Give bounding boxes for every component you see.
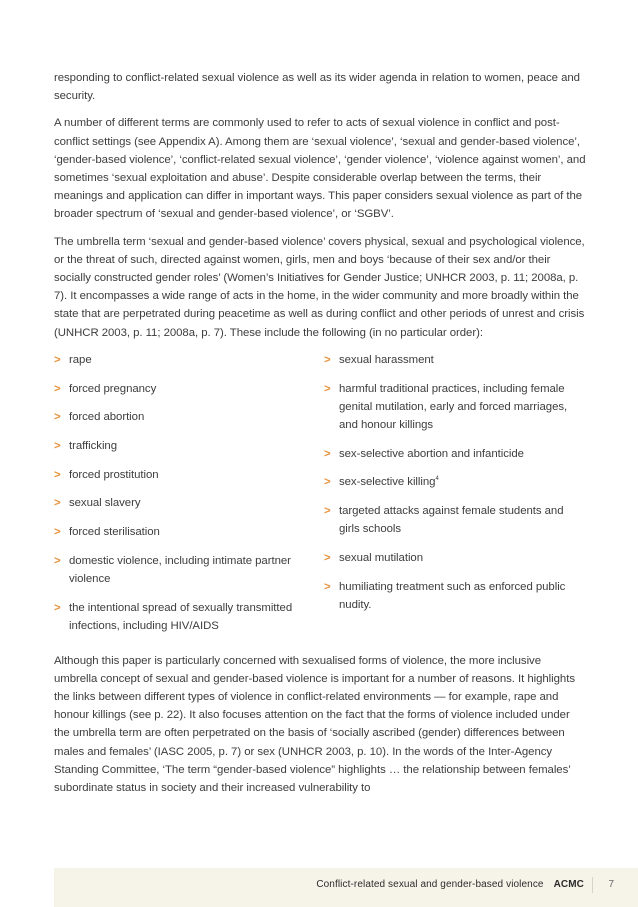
chevron-right-icon: > [54, 411, 61, 424]
footer-title: Conflict-related sexual and gender-based violence [316, 879, 544, 890]
chevron-right-icon: > [54, 353, 61, 366]
chevron-right-icon: > [54, 526, 61, 539]
footer-running-title [316, 879, 584, 890]
list-item: > domestic violence, including intimate partner violence [54, 552, 304, 588]
chevron-right-icon: > [54, 554, 61, 567]
paragraph-umbrella-term: The umbrella term ‘sexual and gender-based violence’ covers physical, sexual and psychological violence, or the threat of such, directed against women, girls, men and boys ‘because of their sex and/or their socially constructed gender roles’ (Women’s Initiatives for Gender Justice; UNHCR 2003, p. 11; 2008a, p. 7). It encompasses a wide range of acts in the home, in the wider community and more broadly within the state that are perpetrated during peacetime as well as during conflict and other periods of unrest and crisis (UNHCR 2003, p. 11; 2008a, p. 7). These include the following (in no particular order): [54, 235, 585, 339]
chevron-right-icon: > [324, 476, 331, 489]
list-column-right [324, 351, 586, 646]
footer-divider [592, 877, 593, 893]
list-column-left [54, 351, 304, 646]
paragraph-intro-continuation: responding to conflict-related sexual violence as well as its wider agenda in relation to women, peace and security. [54, 72, 580, 103]
chevron-right-icon: > [324, 505, 331, 518]
violence-types-list [54, 351, 586, 646]
list-item: > humiliating treatment such as enforced public nudity. [324, 578, 586, 614]
list-item: > harmful traditional practices, including female genital mutilation, early and forced marriages, and honour killings [324, 380, 586, 435]
chevron-right-icon: > [54, 439, 61, 452]
document-body [54, 69, 586, 806]
page-number: 7 [608, 879, 614, 890]
list-item: > trafficking [54, 437, 304, 455]
list-item: > forced sterilisation [54, 523, 304, 541]
paragraph-terms: A number of different terms are commonly used to refer to acts of sexual violence in conflict and post-conflict settings (see Appendix A). Among them are ‘sexual violence’, ‘sexual and gender-based violence’, ‘gender-based violence’, ‘conflict-related sexual violence’, ‘gender violence’, ‘violence against women’, and sometimes ‘sexual exploitation and abuse’. Despite considerable overlap between the terms, their meanings and application can differ in important ways. This paper considers sexual violence as part of the broader spectrum of ‘sexual and gender-based violence’, or ‘SGBV’. [54, 117, 586, 221]
chevron-right-icon: > [324, 580, 331, 593]
list-item: > rape [54, 351, 304, 369]
chevron-right-icon: > [54, 601, 61, 614]
list-item: > forced abortion [54, 408, 304, 426]
chevron-right-icon: > [324, 353, 331, 366]
footnote-marker: 4 [435, 476, 439, 483]
chevron-right-icon: > [54, 382, 61, 395]
list-item: > targeted attacks against female students and girls schools [324, 502, 586, 538]
list-item: > forced pregnancy [54, 380, 304, 398]
list-item: > sexual slavery [54, 494, 304, 512]
list-item: > forced prostitution [54, 466, 304, 484]
page-footer [54, 868, 638, 907]
list-item: > sexual mutilation [324, 549, 586, 567]
chevron-right-icon: > [324, 551, 331, 564]
chevron-right-icon: > [54, 468, 61, 481]
chevron-right-icon: > [324, 447, 331, 460]
list-item: > sex-selective killing$^4$ [324, 473, 586, 491]
chevron-right-icon: > [324, 382, 331, 395]
list-item: > the intentional spread of sexually transmitted infections, including HIV/AIDS [54, 599, 304, 635]
chevron-right-icon: > [54, 497, 61, 510]
paragraph-reasons: Although this paper is particularly concerned with sexualised forms of violence, the more inclusive umbrella concept of sexual and gender-based violence is important for a number of reasons. It highlights the links between different types of violence in conflict-related environments — for example, rape and honour killings (see p. 22). It also focuses attention on the fact that the forms of violence included under the umbrella term are often perpetrated on the basis of ‘socially ascribed (gender) differences between males and females’ (IASC 2005, p. 7) or sex (UNHCR 2003, p. 10). In the words of the Inter-Agency Standing Committee, ‘The term “gender-based violence” highlights … the relationship between females’ subordinate status in society and their increased vulnerability to [54, 654, 575, 794]
list-item: > sexual harassment [324, 351, 586, 369]
footer-org: ACMC [553, 879, 584, 890]
list-item: > sex-selective abortion and infanticide [324, 445, 586, 463]
